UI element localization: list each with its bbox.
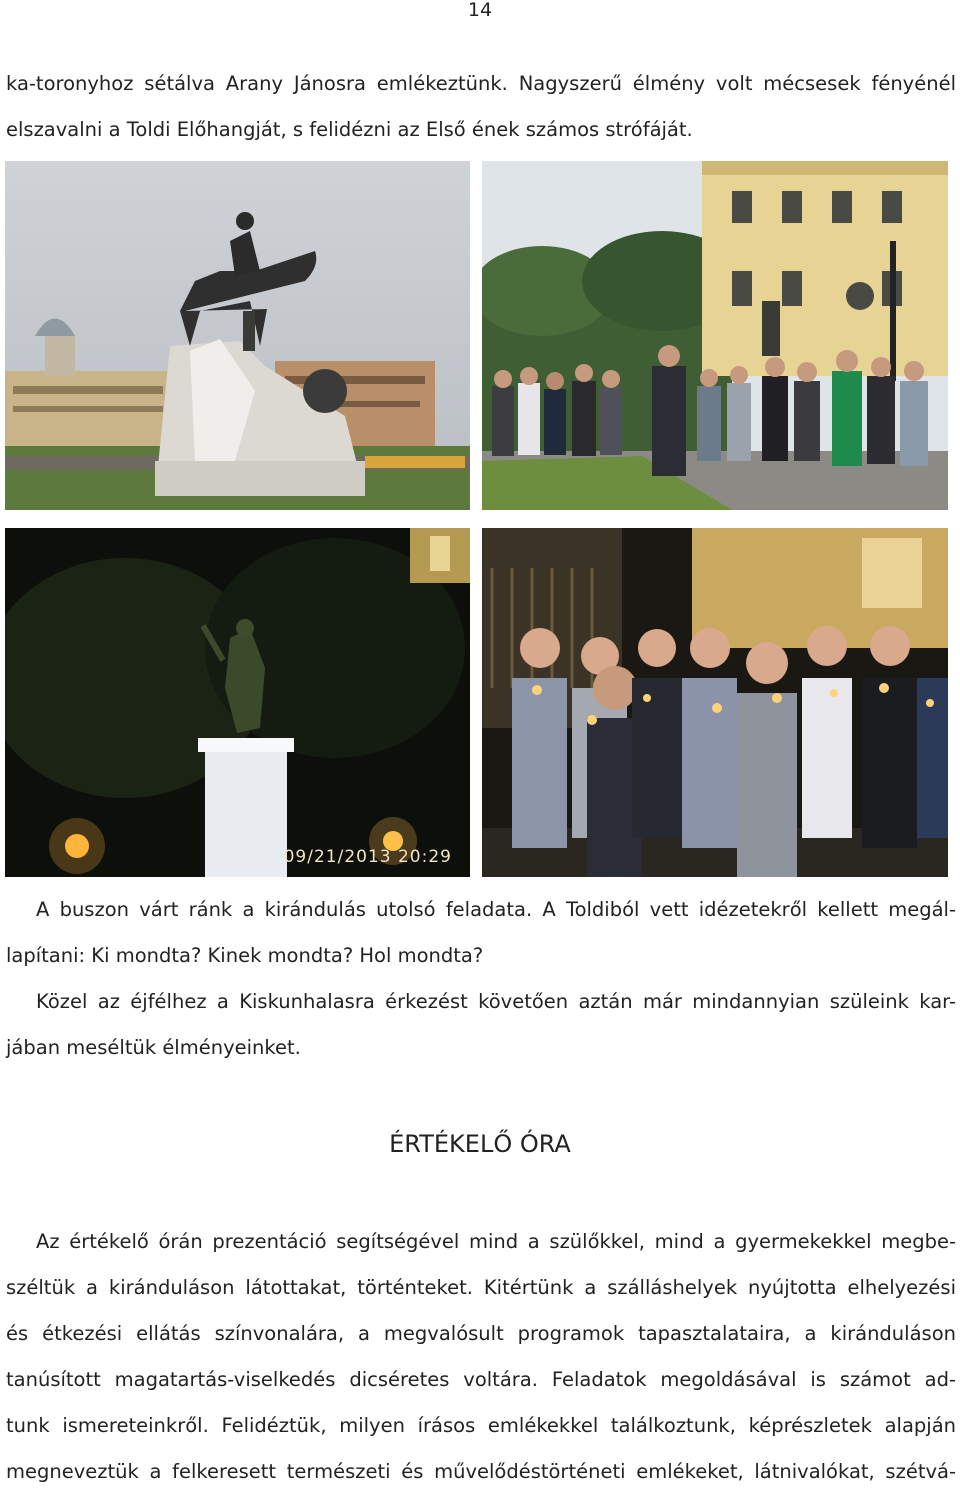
intro-paragraph (6, 61, 956, 153)
equestrian-statue-photo (5, 161, 470, 510)
text-line: és étkezési ellátás színvonalára, a megvalósult programok tapasztalataira, a kiránduláson (6, 1322, 956, 1345)
text-line: lapítani: Ki mondta? Kinek mondta? Hol mondta? (6, 944, 484, 967)
text-line: A buszon várt ránk a kirándulás utolsó feladata. A Toldiból vett idézetekről kellett megál- (36, 898, 956, 921)
text-line: ka-toronyhoz sétálva Arany Jánosra emlékeztünk. Nagyszerű élmény volt mécsesek fényénél (6, 72, 956, 95)
text-line: elszavalni a Toldi Előhangját, s felidézni az Első ének számos strófáját. (6, 118, 693, 141)
evaluation-paragraph (6, 1219, 956, 1495)
night-statue-photo (5, 528, 470, 877)
text-line: tunk ismereteinkről. Felidéztük, milyen írásos emlékekkel találkoztunk, képrészletek alapján (6, 1414, 956, 1437)
text-line: megneveztük a felkeresett természeti és művelődéstörténeti emlékeket, látnivalókat, szétvá- (6, 1460, 956, 1483)
body-paragraph (6, 887, 956, 1071)
text-line: Az értékelő órán prezentáció segítségével mind a szülőkkel, mind a gyermekekkel megbe- (36, 1230, 956, 1253)
section-heading: ÉRTÉKELŐ ÓRA (389, 1130, 571, 1158)
student-group-photo (482, 161, 948, 510)
photo-timestamp: 09/21/2013 20:29 (283, 847, 452, 867)
page-number: 14 (467, 0, 493, 21)
text-line: széltük a kiránduláson látottakat, történteket. Kitértünk a szálláshelyek nyújtotta elhelyezési (6, 1276, 956, 1299)
text-line: tanúsított magatartás-viselkedés dicséretes voltára. Feladatok megoldásával is számot ad- (6, 1368, 956, 1391)
text-line: Közel az éjfélhez a Kiskunhalasra érkezést követően aztán már mindannyian szüleink kar- (36, 990, 956, 1013)
candle-group-photo (482, 528, 948, 877)
text-line: jában meséltük élményeinket. (6, 1036, 301, 1059)
